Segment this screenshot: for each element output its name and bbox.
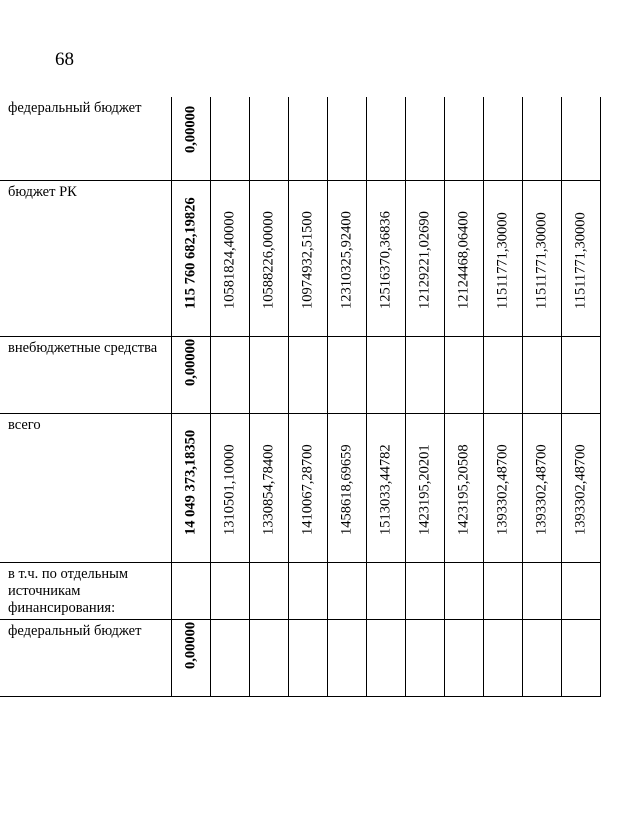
year-value-cell	[445, 337, 484, 414]
year-value: 10588226,00000	[260, 211, 277, 309]
row-label: внебюджетные средства	[8, 340, 158, 356]
row-label-cell	[0, 563, 172, 620]
table-row	[0, 97, 601, 181]
year-value-cell	[250, 337, 289, 414]
year-value-cell	[484, 563, 523, 620]
year-value-cell	[289, 337, 328, 414]
year-value-cell	[562, 414, 601, 563]
year-value-cell	[367, 563, 406, 620]
year-value-cell	[523, 620, 562, 697]
row-label-cell	[0, 337, 172, 414]
year-value: 1393302,48700	[494, 444, 511, 535]
year-value-cell	[406, 181, 445, 337]
row-label: федеральный бюджет	[8, 623, 142, 639]
row-label-cell	[0, 181, 172, 337]
year-value-cell	[523, 97, 562, 181]
year-value-cell	[406, 563, 445, 620]
year-value: 1310501,10000	[221, 444, 238, 535]
year-value-cell	[289, 563, 328, 620]
year-value-cell	[328, 414, 367, 563]
row-total-value-cell	[172, 620, 211, 697]
year-value-cell	[328, 337, 367, 414]
year-value-cell	[406, 414, 445, 563]
year-value-cell	[445, 620, 484, 697]
year-value-cell	[328, 181, 367, 337]
row-total-value: 0,00000	[182, 621, 199, 669]
table-row	[0, 337, 601, 414]
year-value: 1458618,69659	[338, 444, 355, 535]
year-value-cell	[484, 97, 523, 181]
year-value: 10974932,51500	[299, 211, 316, 309]
year-value-cell	[328, 97, 367, 181]
year-value-cell	[250, 181, 289, 337]
year-value-cell	[562, 337, 601, 414]
year-value: 12129221,02690	[416, 211, 433, 309]
year-value-cell	[484, 181, 523, 337]
year-value-cell	[523, 414, 562, 563]
row-total-value: 115 760 682,19826	[182, 197, 199, 309]
year-value: 10581824,40000	[221, 211, 238, 309]
table-row	[0, 563, 601, 620]
year-value-cell	[523, 337, 562, 414]
year-value-cell	[211, 563, 250, 620]
row-total-value: 0,00000	[182, 338, 199, 386]
year-value-cell	[250, 563, 289, 620]
row-total-value-cell	[172, 337, 211, 414]
row-total-value: 0,00000	[182, 105, 199, 153]
row-label: федеральный бюджет	[8, 100, 142, 116]
row-total-value: 14 049 373,18350	[182, 429, 199, 535]
table-row	[0, 620, 601, 697]
year-value-cell	[406, 97, 445, 181]
year-value-cell	[445, 97, 484, 181]
year-value-cell	[367, 414, 406, 563]
row-total-value-cell	[172, 414, 211, 563]
row-total-value-cell	[172, 97, 211, 181]
year-value-cell	[406, 337, 445, 414]
year-value-cell	[250, 620, 289, 697]
year-value: 1393302,48700	[572, 444, 589, 535]
year-value: 12310325,92400	[338, 211, 355, 309]
year-value-cell	[289, 620, 328, 697]
year-value-cell	[445, 414, 484, 563]
table-row	[0, 414, 601, 563]
year-value-cell	[211, 414, 250, 563]
row-label: бюджет РК	[8, 184, 77, 200]
year-value-cell	[211, 97, 250, 181]
page-number: 68	[55, 49, 74, 70]
year-value-cell	[562, 620, 601, 697]
year-value-cell	[367, 181, 406, 337]
year-value-cell	[523, 563, 562, 620]
year-value-cell	[211, 337, 250, 414]
year-value-cell	[562, 181, 601, 337]
year-value-cell	[367, 620, 406, 697]
year-value: 1423195,20201	[416, 444, 433, 535]
year-value: 11511771,30000	[533, 212, 550, 309]
year-value-cell	[289, 97, 328, 181]
year-value: 1393302,48700	[533, 444, 550, 535]
year-value-cell	[328, 563, 367, 620]
row-label-cell	[0, 414, 172, 563]
year-value-cell	[367, 97, 406, 181]
year-value: 1423195,20508	[455, 444, 472, 535]
year-value-cell	[484, 414, 523, 563]
year-value-cell	[289, 181, 328, 337]
year-value: 11511771,30000	[494, 212, 511, 309]
year-value-cell	[523, 181, 562, 337]
year-value: 11511771,30000	[572, 212, 589, 309]
year-value-cell	[367, 337, 406, 414]
year-value-cell	[445, 181, 484, 337]
year-value-cell	[484, 337, 523, 414]
row-label-cell	[0, 97, 172, 181]
year-value: 1410067,28700	[299, 444, 316, 535]
year-value: 12124468,06400	[455, 211, 472, 309]
year-value-cell	[328, 620, 367, 697]
row-label: всего	[8, 417, 41, 433]
year-value: 1513033,44782	[377, 444, 394, 535]
row-label: в т.ч. по отдельным источникам финансирования:	[8, 566, 129, 616]
row-total-value-cell	[172, 563, 211, 620]
year-value-cell	[406, 620, 445, 697]
year-value-cell	[562, 563, 601, 620]
year-value-cell	[289, 414, 328, 563]
year-value-cell	[250, 414, 289, 563]
table-row	[0, 181, 601, 337]
budget-table	[0, 97, 601, 697]
year-value-cell	[484, 620, 523, 697]
year-value-cell	[445, 563, 484, 620]
row-total-value-cell	[172, 181, 211, 337]
year-value-cell	[562, 97, 601, 181]
year-value-cell	[211, 620, 250, 697]
row-label-cell	[0, 620, 172, 697]
year-value: 1330854,78400	[260, 444, 277, 535]
year-value-cell	[211, 181, 250, 337]
year-value: 12516370,36836	[377, 211, 394, 309]
year-value-cell	[250, 97, 289, 181]
